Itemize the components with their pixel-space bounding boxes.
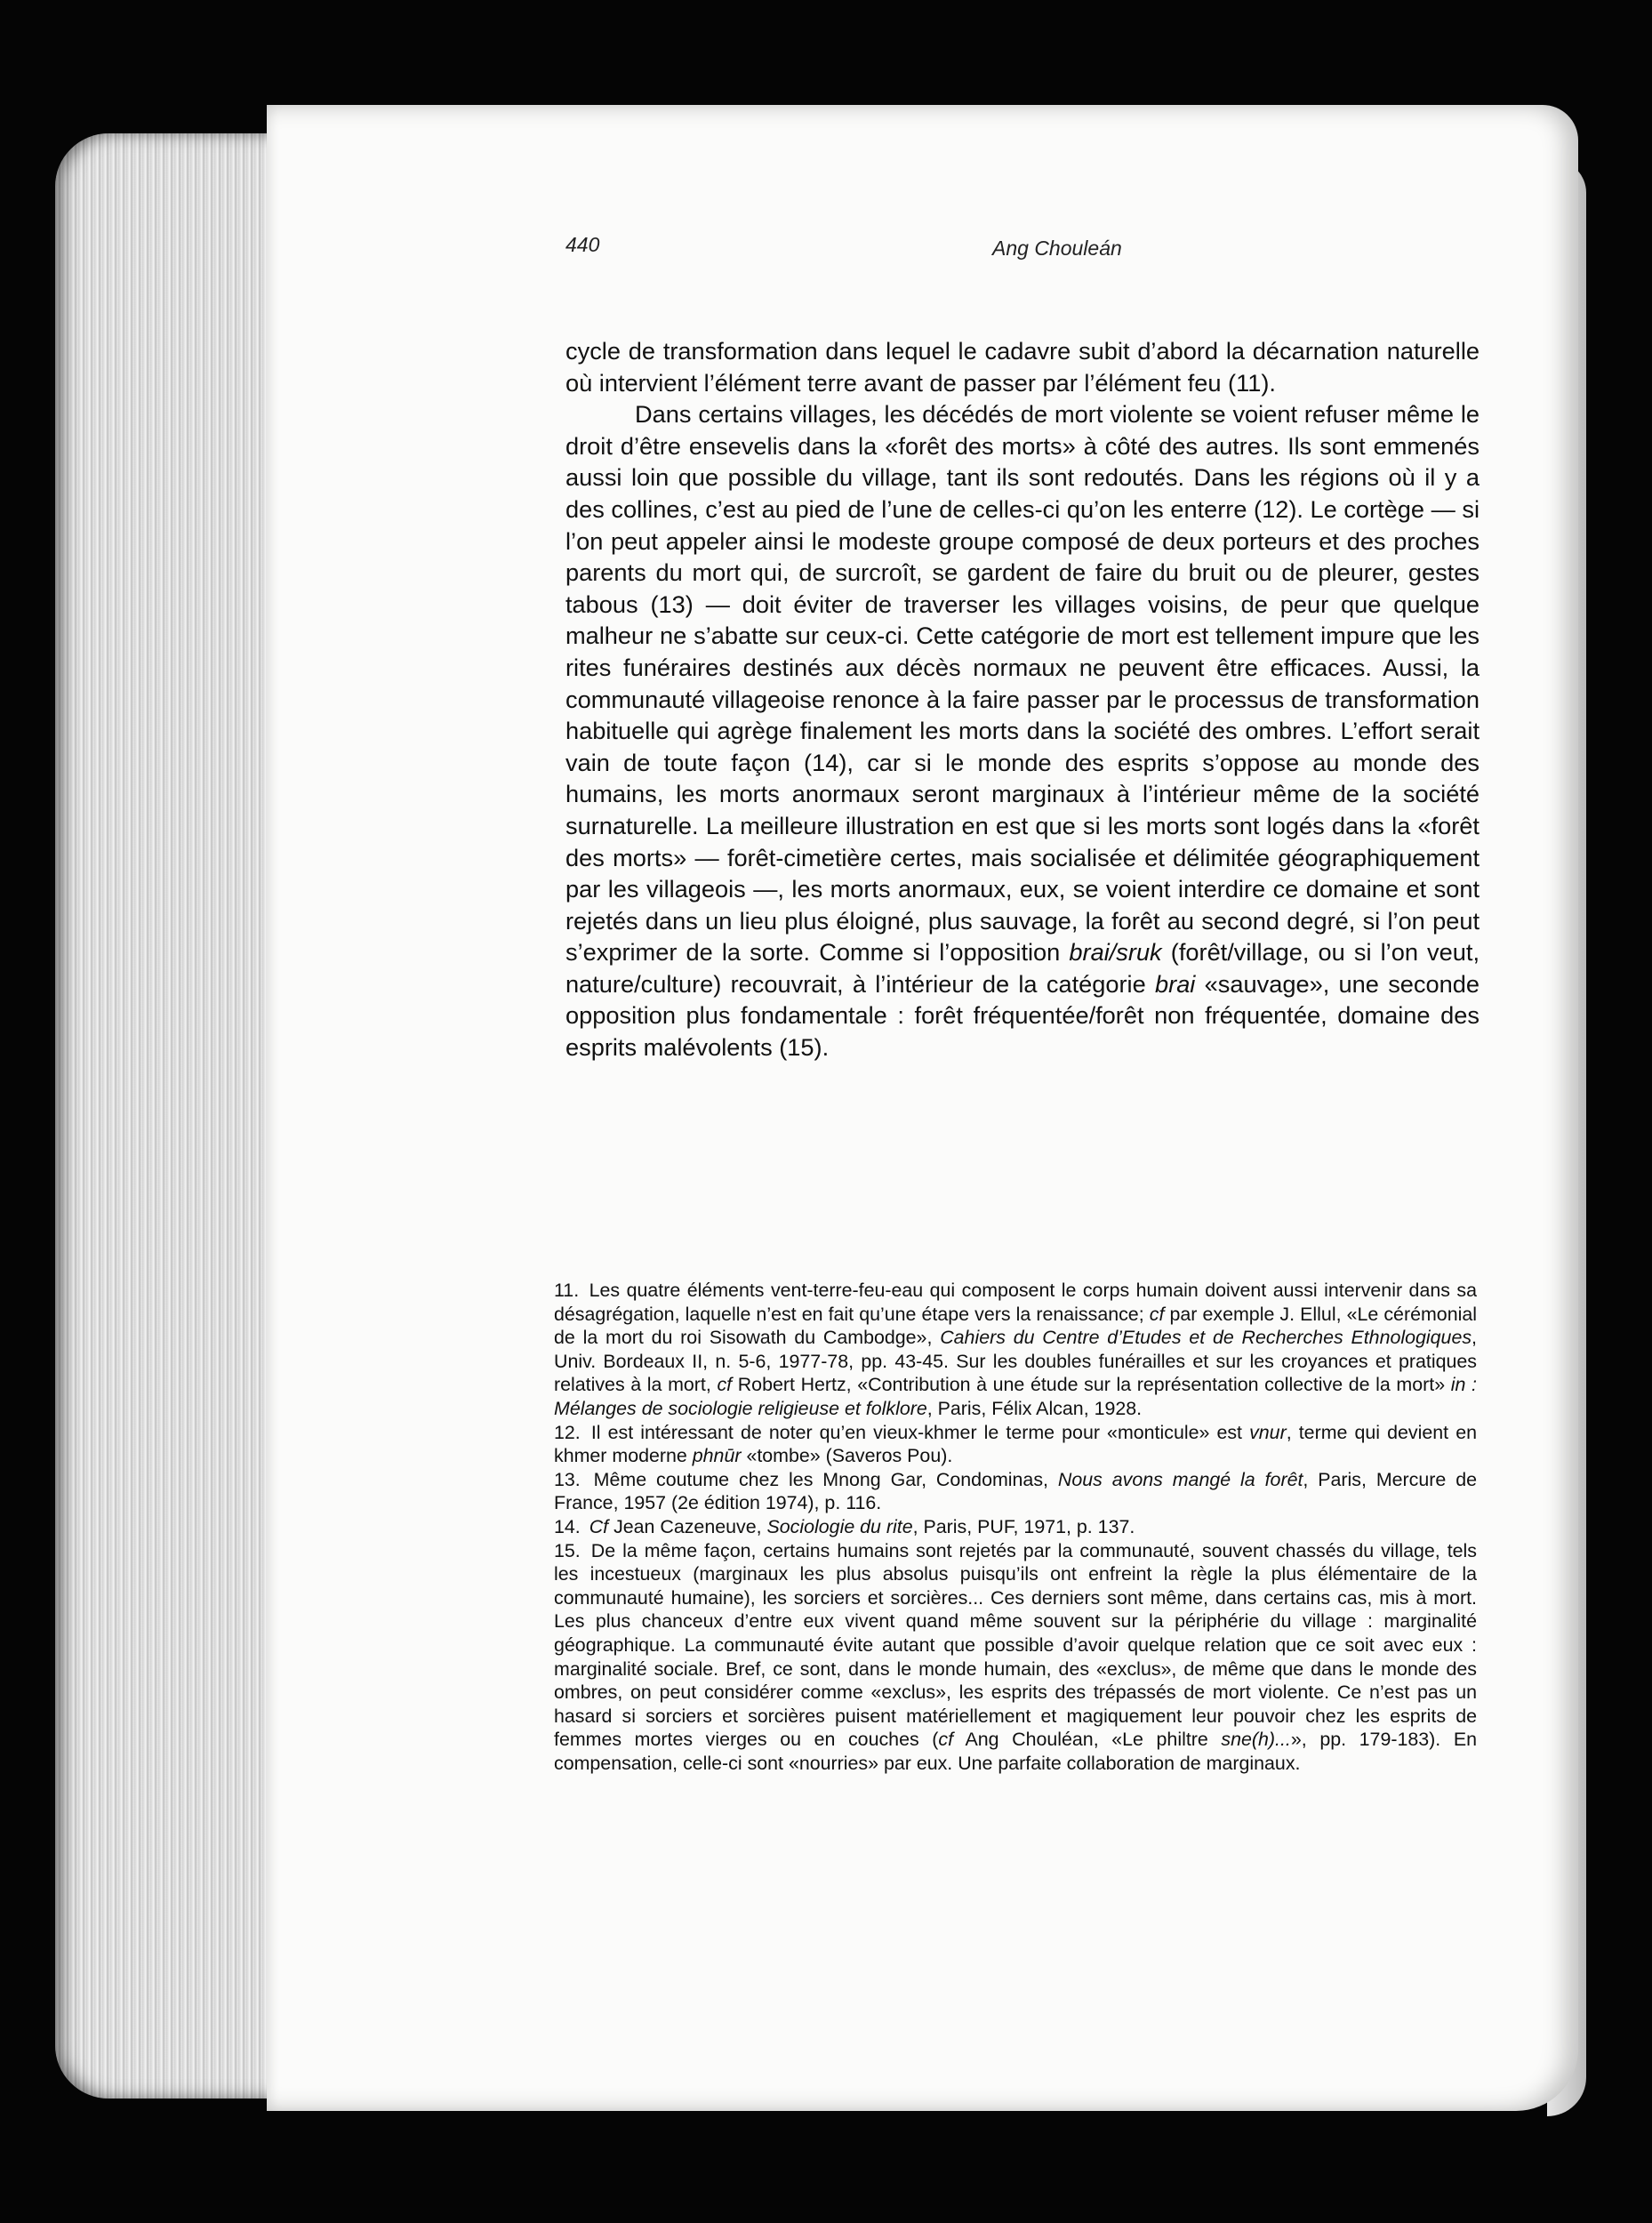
footnote-number: 11. <box>554 1280 580 1301</box>
italic-term: Cf <box>589 1515 609 1537</box>
paragraph <box>565 398 1480 1063</box>
footnote-14 <box>554 1515 1477 1539</box>
footnote-number: 12. <box>554 1421 581 1443</box>
italic-term: cf <box>938 1729 954 1751</box>
italic-title: Cahiers du Centre d’Etudes et de Recherches Ethnologiques <box>940 1327 1472 1349</box>
text-run: par exemple J. Ellul, «Le cérémonial de la mort du roi Sisowath du Cambodge», <box>554 1303 1477 1349</box>
text-run: », pp. 179-183). En compensation, celle-ci sont «nourries» par eux. Une parfaite collaboration de marginaux. <box>554 1729 1477 1774</box>
text-run: Même coutume chez les Mnong Gar, Condominas, <box>593 1468 1048 1490</box>
main-text <box>565 335 1480 1063</box>
footnote-number: 14. <box>554 1515 581 1537</box>
italic-term: cf <box>1149 1303 1165 1325</box>
page-number: 440 <box>565 233 600 256</box>
page-header <box>565 233 1135 269</box>
text-run: De la même façon, certains humains sont rejetés par la communauté, souvent chassés du village, tels les incestueux (marginaux les plus absolus puisqu’ils ont enfreint la règle la plus élémentaire de la communauté humaine), les sorciers et sorcières... Ces derniers sont même, dans certains cas, mis à mort. Les plus chanceux d’entre eux vivent quand même souvent sur la périphérie du village : marginalité géographique. La communauté évite autant que possible d’avoir quelque relation que ce soit avec eux : marginalité sociale. Bref, ce sont, dans le monde humain, des «exclus», de même que dans le monde des ombres, on peut considérer comme «exclus», les esprits des trépassés de mort violente. Ce n’est pas un hasard si sorciers et sorcières puisent matériellement et magiquement leur pouvoir chez les esprits de femmes mortes vierges ou en couches ( <box>554 1539 1477 1751</box>
text-run: «tombe» (Saveros Pou). <box>746 1445 953 1467</box>
footnote-number: 15. <box>554 1539 581 1561</box>
text-run: , Univ. Bordeaux II, n. 5-6, 1977-78, pp. 43-45. Sur les doubles funérailles et sur les croyances et pratiques relatives à la mort, <box>554 1327 1477 1396</box>
italic-title: Sociologie du rite <box>766 1515 913 1537</box>
footnotes <box>554 1279 1477 1775</box>
text-run: (forêt/village, ou si l’on veut, nature/culture) recouvrait, à l’intérieur de la catégorie <box>565 938 1480 998</box>
italic-term: phnūr <box>692 1445 742 1467</box>
paragraph: cycle de transformation dans lequel le cadavre subit d’abord la décarnation naturelle où intervient l’élément terre avant de passer par l’élément feu (11). <box>565 337 1480 397</box>
text-run: Il est intéressant de noter qu’en vieux-khmer le terme pour «monticule» est <box>590 1421 1242 1443</box>
italic-title: Nous avons mangé la forêt <box>1057 1468 1303 1490</box>
italic-title: sne(h)... <box>1221 1729 1291 1751</box>
text-run: Ang Chouléan, «Le philtre <box>965 1729 1208 1751</box>
text-run: Dans certains villages, les décédés de mort violente se voient refuser même le droit d’être ensevelis dans la «forêt des morts» à côté des autres. Ils sont emmenés aussi loin que possible du village, tant ils sont redoutés. Dans les régions où il y a des collines, c’est au pied de l’une de celles-ci qu’on les enterre (12). Le cortège — si l’on peut appeler ainsi le modeste groupe composé de deux porteurs et des proches parents du mort qui, de surcroît, se gardent de faire du bruit ou de pleurer, gestes tabous (13) — doit éviter de traverser les villages voisins, de peur que quelque malheur ne s’abatte sur ceux-ci. Cette catégorie de mort est tellement impure que les rites funéraires destinés aux décès normaux ne peuvent être efficaces. Aussi, la communauté villageoise renonce à la faire passer par le processus de transformation habituelle qui agrège finalement les morts dans la société des ombres. L’effort serait vain de toute façon (14), car si le monde des esprits s’oppose au monde des humains, les morts anormaux seront marginaux à l’intérieur même de la société surnaturelle. La meilleure illustration en est que si les morts sont logés dans la «forêt des morts» — forêt-cimetière certes, mais socialisée et délimitée géographiquement par les villageois —, les morts anormaux, eux, se voient interdire ce domaine et sont rejetés dans un lieu plus éloigné, plus sauvage, la forêt au second degré, si l’on peut s’exprimer de la sorte. Comme si l’opposition <box>565 400 1480 967</box>
text-run: , Paris, Mercure de France, 1957 (2e édition 1974), p. 116. <box>554 1468 1477 1514</box>
text-run: Robert Hertz, «Contribution à une étude sur la représentation collective de la mort» <box>737 1374 1446 1396</box>
running-head: Ang Chouleán <box>992 237 1122 260</box>
italic-term: cf <box>717 1374 733 1396</box>
footnote-11 <box>554 1279 1477 1421</box>
text-run: Les quatre éléments vent-terre-feu-eau qui composent le corps humain doivent aussi intervenir dans sa désagrégation, laquelle n’est en fait qu’une étape vers la renaissance; <box>554 1280 1477 1325</box>
text-run: , Paris, PUF, 1971, p. 137. <box>912 1515 1135 1537</box>
footnote-12 <box>554 1421 1477 1468</box>
italic-title: in : Mélanges de sociologie religieuse et folklore <box>554 1374 1477 1419</box>
text-run: , Paris, Félix Alcan, 1928. <box>926 1397 1143 1419</box>
italic-term: vnur <box>1249 1421 1287 1443</box>
text-run: Jean Cazeneuve, <box>613 1515 762 1537</box>
text-run: «sauvage», une seconde opposition plus fondamentale : forêt fréquentée/forêt non fréquentée, domaine des esprits malévolents (15). <box>565 969 1480 1062</box>
footnote-13 <box>554 1468 1477 1515</box>
footnote-number: 13. <box>554 1468 581 1490</box>
footnote-15 <box>554 1539 1477 1776</box>
italic-term: brai/sruk <box>1069 938 1162 967</box>
text-run: , terme qui devient en khmer moderne <box>554 1421 1477 1467</box>
italic-term: brai <box>1155 969 1196 998</box>
